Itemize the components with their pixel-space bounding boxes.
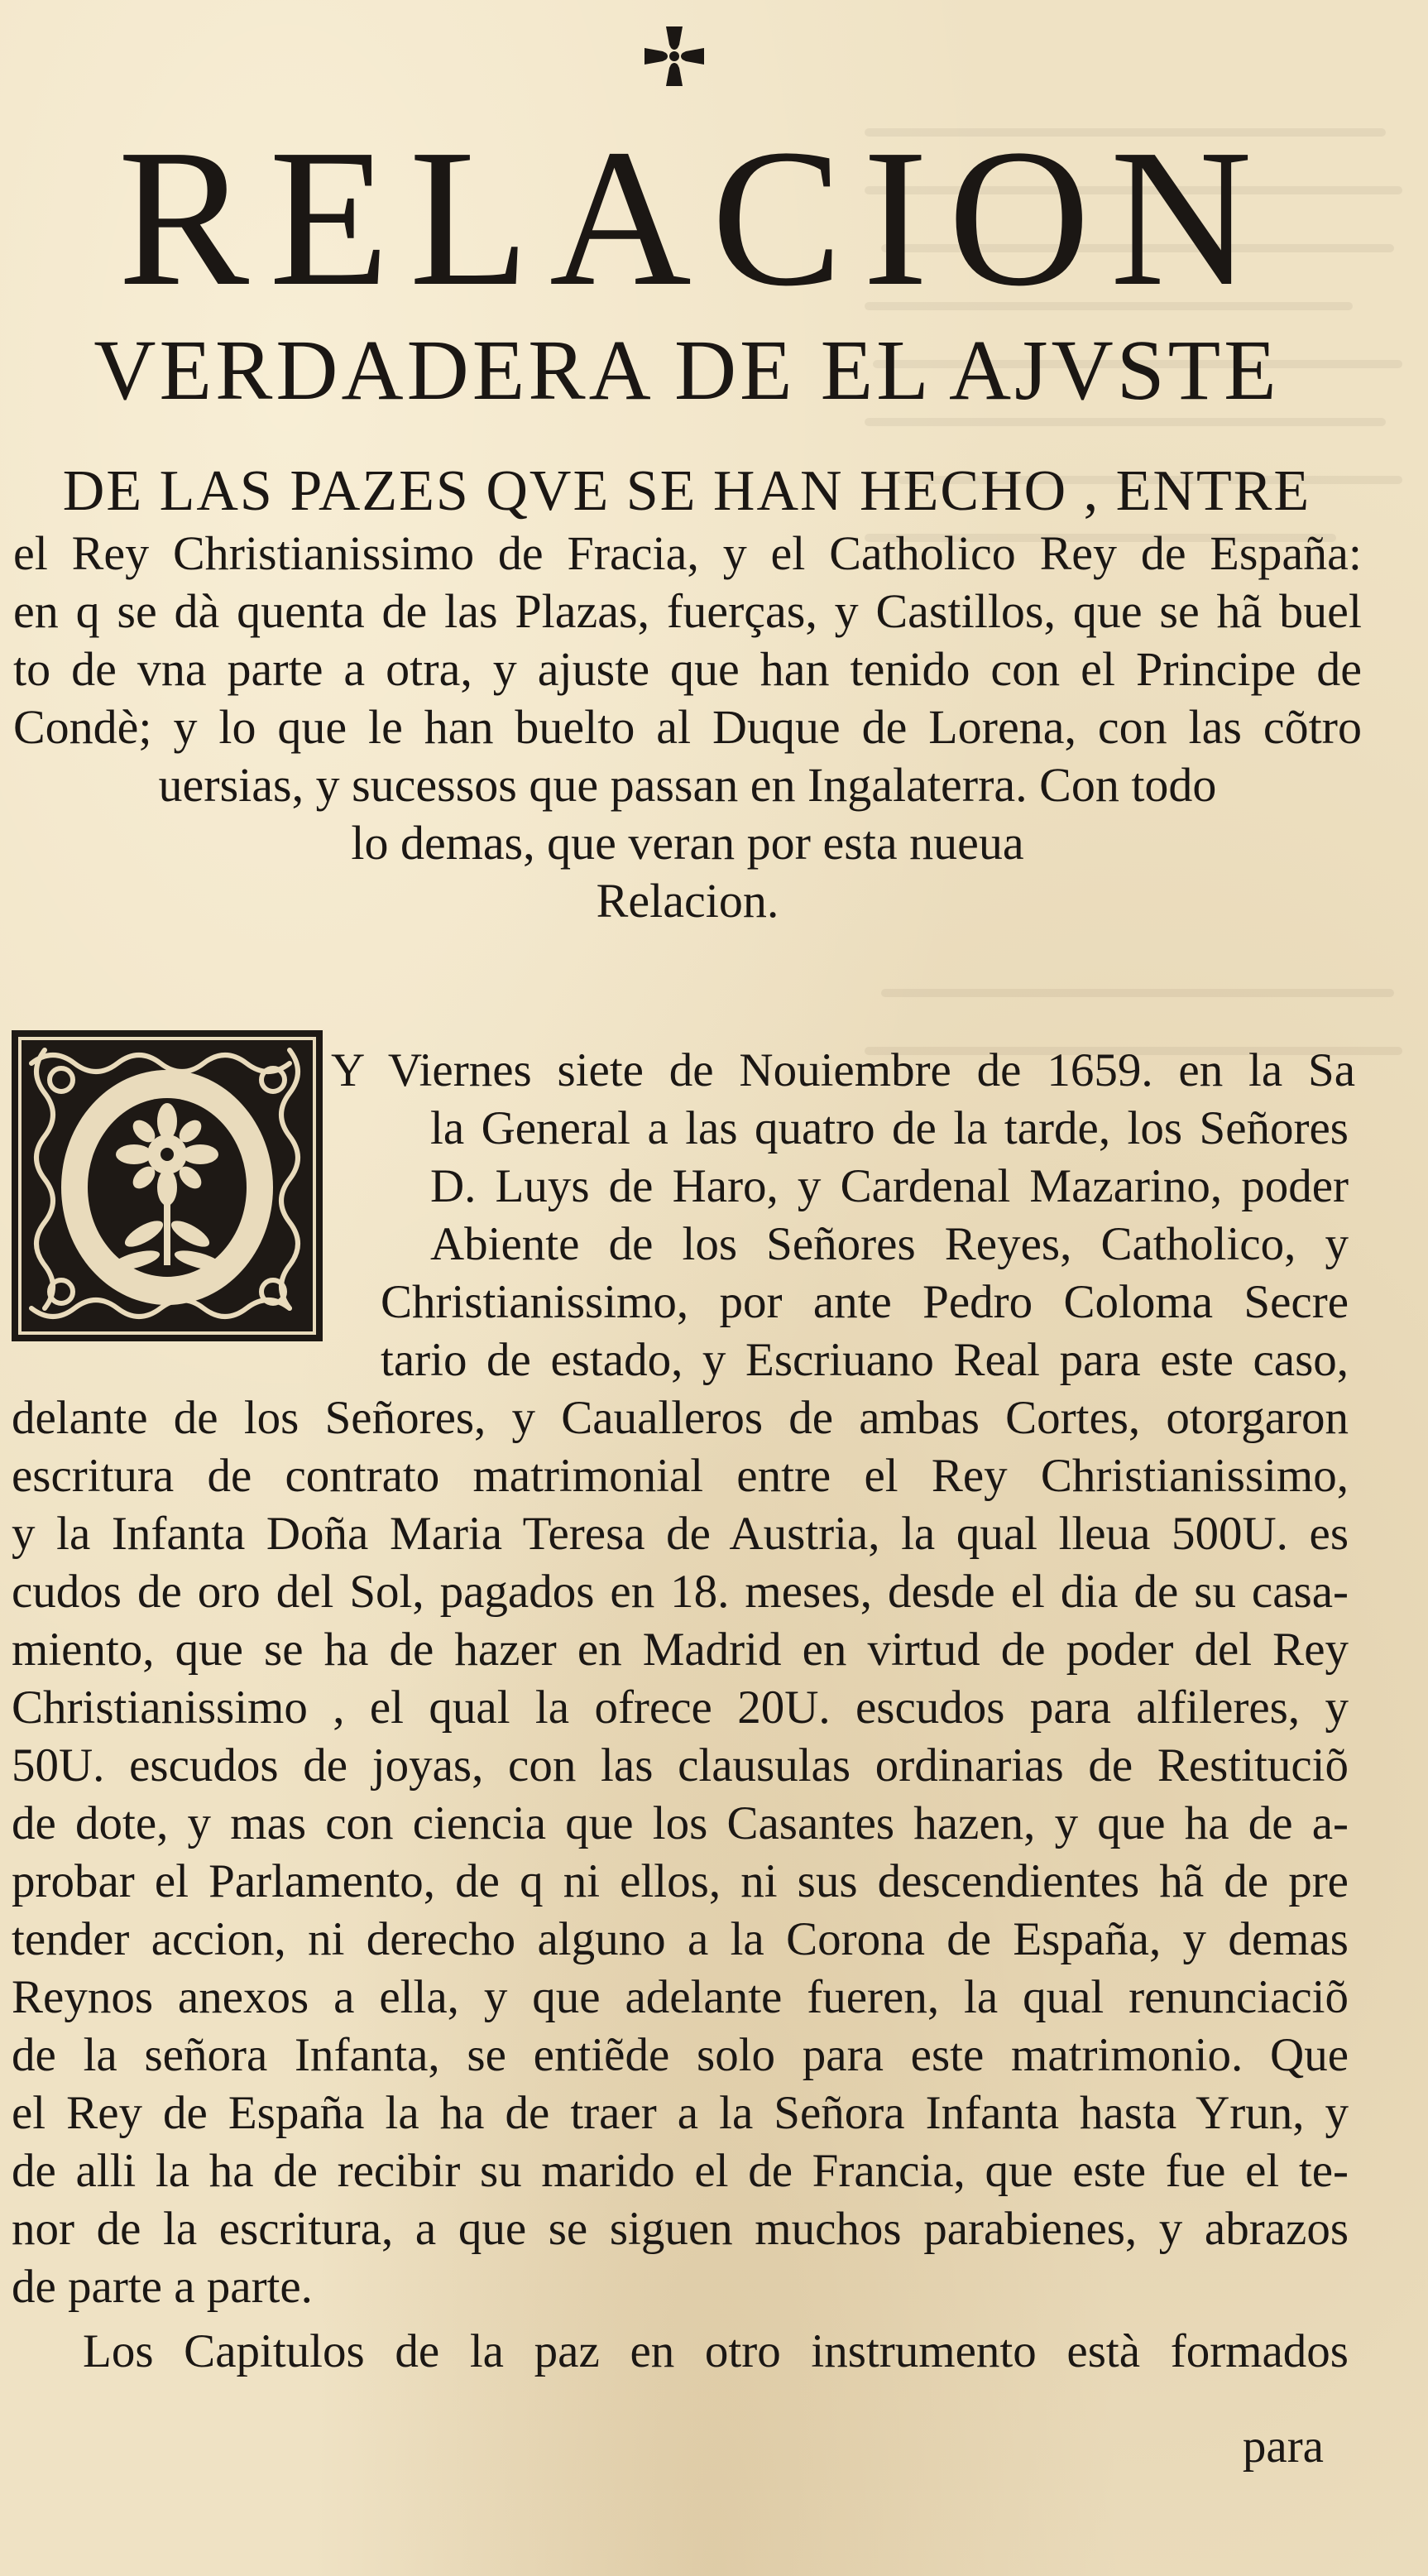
body-line: Los Capitulos de la paz en otro instrumento està formados	[83, 2325, 1349, 2377]
body-line: miento, que se ha de hazer en Madrid en virtud de poder del Rey	[12, 1624, 1349, 1676]
subtitle-line: Condè; y lo que le han buelto al Duque de Lorena, con las cõtro	[13, 700, 1362, 754]
body-line: de dote, y mas con ciencia que los Casantes hazen, y que ha de a-	[12, 1797, 1349, 1849]
body-line: de parte a parte.	[12, 2261, 313, 2313]
title-relacion: RELACION	[117, 109, 1272, 327]
body-line: de alli la ha de recibir su marido el de Francia, que este fue el te-	[12, 2145, 1349, 2197]
body-line: Christianissimo , el qual la ofrece 20U. escudos para alfileres, y	[12, 1681, 1349, 1734]
body-line: Reynos anexos a ella, y que adelante fueren, la qual renunciaciõ	[12, 1971, 1349, 2023]
catchword: para	[1242, 2420, 1324, 2473]
body-line: Abiente de los Señores Reyes, Catholico, y	[430, 1218, 1349, 1270]
subtitle-line: to de vna parte a otra, y ajuste que han tenido con el Principe de	[13, 642, 1362, 696]
subtitle-line: en q se dà quenta de las Plazas, fuerças, y Castillos, que se hã buel	[13, 584, 1362, 638]
body-line: tario de estado, y Escriuano Real para este caso,	[381, 1334, 1349, 1386]
title-verdadera: VERDADERA DE EL AJVSTE	[93, 323, 1280, 418]
body-line: nor de la escritura, a que se siguen muchos parabienes, y abrazos	[12, 2203, 1349, 2255]
body-line: probar el Parlamento, de q ni ellos, ni sus descendientes hã de pre	[12, 1855, 1349, 1907]
body-line: delante de los Señores, y Caualleros de ambas Cortes, otorgaron	[12, 1392, 1349, 1444]
body-line: 50U. escudos de joyas, con las clausulas ordinarias de Restituciõ	[12, 1739, 1349, 1792]
body-line: el Rey de España la ha de traer a la Señora Infanta hasta Yrun, y	[12, 2087, 1349, 2139]
body-line: de la señora Infanta, se entiẽde solo para este matrimonio. Que	[12, 2029, 1349, 2081]
decorated-initial-letter	[12, 1030, 323, 1341]
subtitle-line: el Rey Christianissimo de Fracia, y el Catholico Rey de España:	[13, 526, 1362, 580]
subtitle-line: Relacion.	[596, 874, 779, 928]
body-line: D. Luys de Haro, y Cardenal Mazarino, poder	[430, 1160, 1349, 1212]
title-de-las-pazes: DE LAS PAZES QVE SE HAN HECHO , ENTRE	[62, 459, 1311, 523]
body-line: Y Viernes siete de Nouiembre de 1659. en la Sa	[331, 1044, 1355, 1096]
cross-ornament-icon	[641, 23, 707, 89]
body-line: y la Infanta Doña Maria Teresa de Austria, la qual lleua 500U. es	[12, 1508, 1349, 1560]
body-line: tender accion, ni derecho alguno a la Corona de España, y demas	[12, 1913, 1349, 1965]
body-line: escritura de contrato matrimonial entre el Rey Christianissimo,	[12, 1450, 1349, 1502]
body-line: Christianissimo, por ante Pedro Coloma Secre	[381, 1276, 1349, 1328]
subtitle-line: lo demas, que veran por esta nueua	[351, 816, 1024, 870]
subtitle-line: uersias, y sucessos que passan en Ingalaterra. Con todo	[158, 758, 1217, 812]
body-line: cudos de oro del Sol, pagados en 18. meses, desde el dia de su casa-	[12, 1566, 1349, 1618]
body-line: la General a las quatro de la tarde, los Señores	[430, 1102, 1349, 1154]
